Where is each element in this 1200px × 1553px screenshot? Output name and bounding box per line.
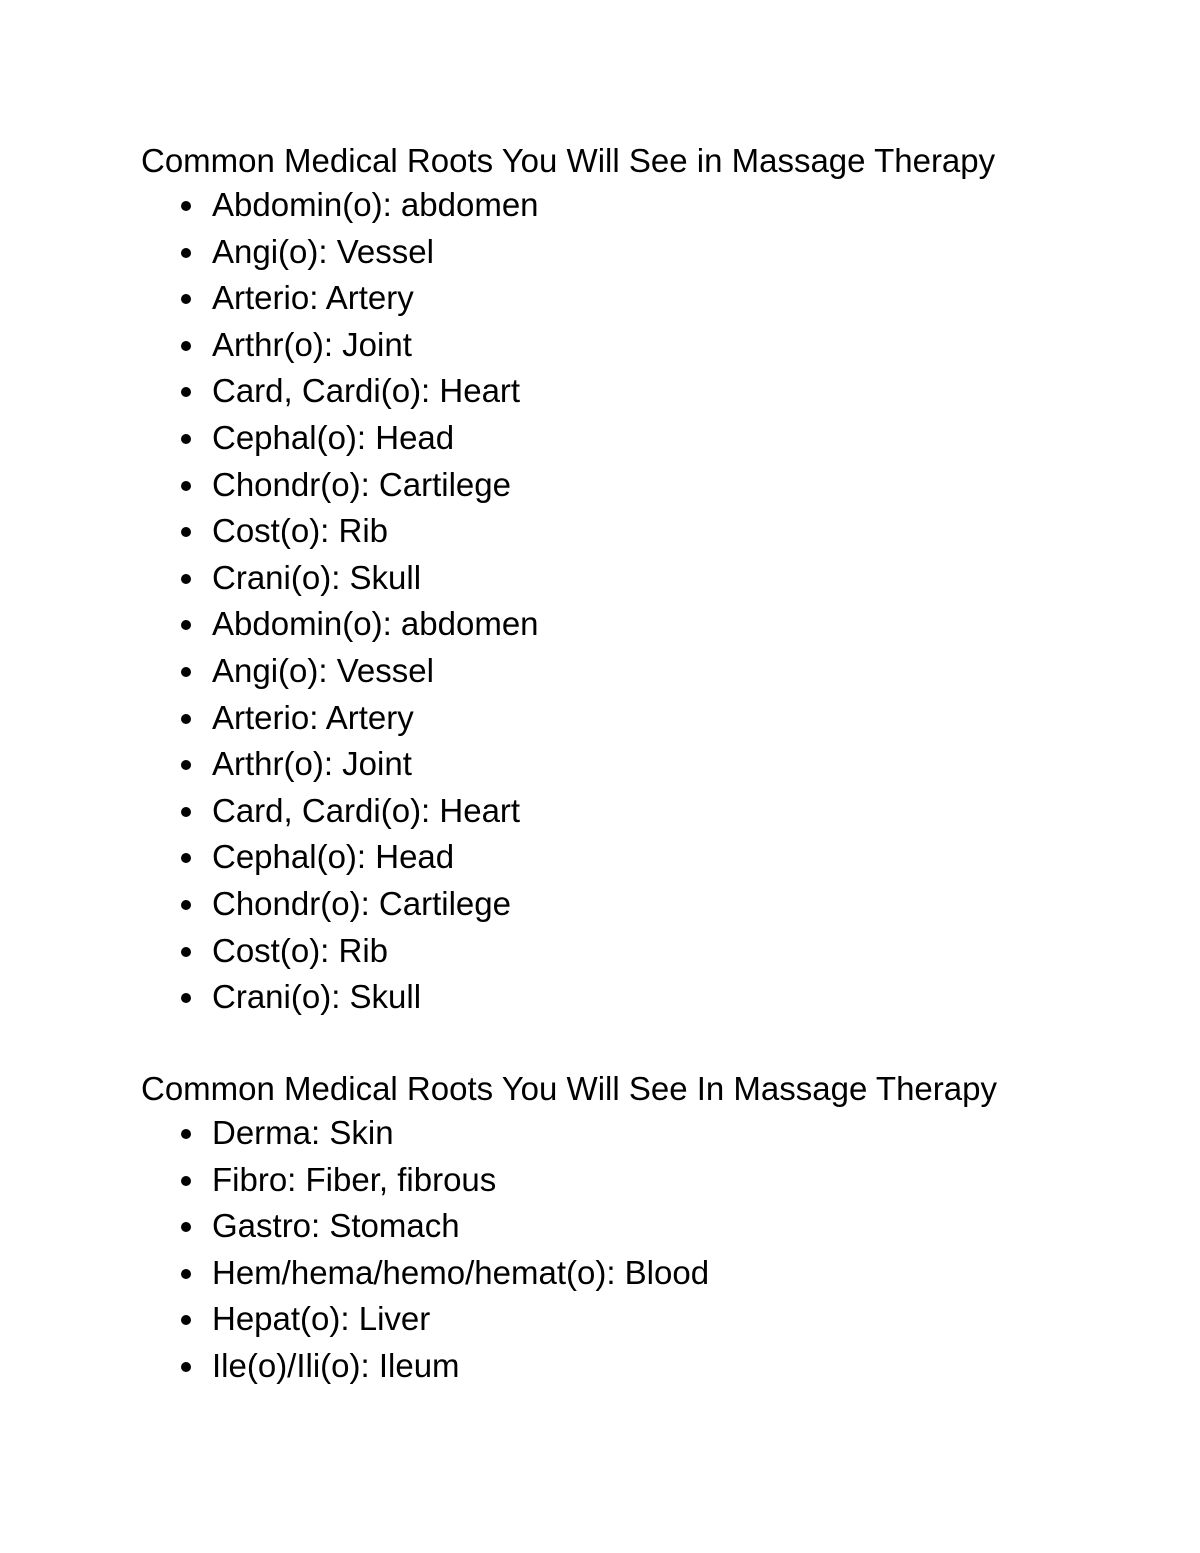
list-item — [141, 1157, 1141, 1204]
section-title: Common Medical Roots You Will See in Massage Therapy — [141, 142, 996, 179]
bullet-icon — [181, 1269, 191, 1279]
list-item-text: Crani(o): Skull — [212, 558, 422, 596]
list-item — [141, 1110, 1141, 1157]
list-item — [141, 1296, 1141, 1343]
bullet-icon — [181, 574, 191, 584]
bullet-icon — [181, 1129, 191, 1139]
list-item-text: Gastro: Stomach — [212, 1207, 460, 1245]
roots-list — [141, 182, 1141, 1021]
bullet-icon — [181, 294, 191, 304]
bullet-icon — [181, 341, 191, 351]
list-item — [141, 601, 1141, 648]
roots-list — [141, 1110, 1141, 1390]
list-item-text: Derma: Skin — [212, 1114, 394, 1151]
bullet-icon — [181, 947, 191, 957]
list-item — [141, 928, 1141, 975]
list-item-text: Angi(o): Vessel — [212, 232, 434, 270]
list-item-text: Hepat(o): Liver — [212, 1300, 431, 1338]
list-item — [141, 508, 1141, 555]
list-item-text: Cost(o): Rib — [212, 931, 389, 969]
bullet-icon — [181, 201, 191, 211]
list-item-text: Chondr(o): Cartilege — [212, 884, 511, 922]
list-item — [141, 368, 1141, 415]
list-item-text: Angi(o): Vessel — [212, 651, 434, 689]
bullet-icon — [181, 1222, 191, 1232]
list-item — [141, 648, 1141, 695]
bullet-icon — [181, 853, 191, 863]
list-item-text: Cephal(o): Head — [212, 838, 455, 876]
list-item-text: Cephal(o): Head — [212, 418, 455, 456]
bullet-icon — [181, 620, 191, 630]
list-item — [141, 462, 1141, 509]
section-title: Common Medical Roots You Will See In Massage Therapy — [141, 1070, 997, 1107]
bullet-icon — [181, 1315, 191, 1325]
bullet-icon — [181, 993, 191, 1003]
list-item — [141, 788, 1141, 835]
list-item — [141, 229, 1141, 276]
list-item — [141, 415, 1141, 462]
list-item-text: Ile(o)/Ili(o): Ileum — [212, 1346, 460, 1384]
list-item — [141, 1343, 1141, 1390]
list-item-text: Arterio: Artery — [212, 279, 414, 317]
bullet-icon — [181, 1362, 191, 1372]
list-item — [141, 834, 1141, 881]
list-item — [141, 1250, 1141, 1297]
list-item — [141, 1203, 1141, 1250]
list-item — [141, 322, 1141, 369]
bullet-icon — [181, 714, 191, 724]
roots-section-2 — [141, 1068, 1141, 1390]
list-item — [141, 182, 1141, 229]
list-item — [141, 275, 1141, 322]
list-item — [141, 881, 1141, 928]
bullet-icon — [181, 248, 191, 258]
list-item-text: Arterio: Artery — [212, 698, 414, 736]
list-item-text: Chondr(o): Cartilege — [212, 465, 511, 503]
list-item-text: Arthr(o): Joint — [212, 325, 412, 363]
bullet-icon — [181, 387, 191, 397]
bullet-icon — [181, 434, 191, 444]
bullet-icon — [181, 667, 191, 677]
bullet-icon — [181, 1176, 191, 1186]
list-item — [141, 974, 1141, 1021]
list-item — [141, 555, 1141, 602]
list-item-text: Arthr(o): Joint — [212, 745, 412, 783]
bullet-icon — [181, 760, 191, 770]
list-item-text: Card, Cardi(o): Heart — [212, 372, 521, 410]
bullet-icon — [181, 527, 191, 537]
bullet-icon — [181, 481, 191, 491]
list-item — [141, 741, 1141, 788]
list-item-text: Crani(o): Skull — [212, 978, 422, 1016]
roots-section-1 — [141, 140, 1141, 1021]
list-item-text: Fibro: Fiber, fibrous — [212, 1160, 497, 1198]
bullet-icon — [181, 900, 191, 910]
bullet-icon — [181, 807, 191, 817]
list-item — [141, 695, 1141, 742]
list-item-text: Abdomin(o): abdomen — [212, 186, 539, 223]
list-item-text: Cost(o): Rib — [212, 512, 389, 550]
list-item-text: Hem/hema/hemo/hemat(o): Blood — [212, 1253, 710, 1291]
list-item-text: Card, Cardi(o): Heart — [212, 791, 521, 829]
list-item-text: Abdomin(o): abdomen — [212, 605, 539, 643]
